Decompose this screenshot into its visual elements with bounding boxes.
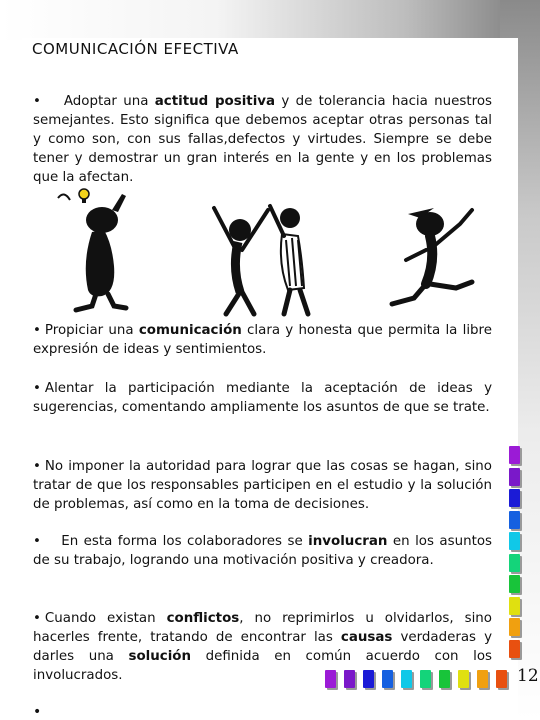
decorative-square <box>509 511 520 529</box>
decorative-square <box>363 670 374 688</box>
decorative-square <box>458 670 469 688</box>
p4-text-end: en los asuntos de su trabajo, logrando una motivación positiva y creadora. <box>33 534 492 568</box>
decorative-square <box>509 446 520 464</box>
paragraph-comunicacion <box>33 321 492 359</box>
p1-text-end: clara y honesta que permita la libre expresión de ideas y sentimientos. <box>33 323 493 357</box>
decorative-square <box>509 468 520 486</box>
page-title: COMUNICACIÓN EFECTIVA <box>32 40 239 58</box>
decorative-square <box>509 575 520 593</box>
p5-text-end: definida en común acuerdo con los involucrados. <box>33 649 493 683</box>
keyword-comunicacion: comunicación <box>138 323 242 338</box>
keyword-solucion: solución <box>128 649 192 664</box>
trailing-bullet-icon: • <box>33 704 42 720</box>
keyword-causas: causas <box>340 630 393 645</box>
decorative-square <box>420 670 431 688</box>
p5-text-mid1: , no reprimirlos u olvidarlos, sino hacerles frente, tratando de encontrar las <box>33 611 492 645</box>
p4-text-start: En esta forma los colaboradores se <box>61 534 309 549</box>
p3-text: No imponer la autoridad para lograr que las cosas se hagan, sino tratar de que los responsables participen en el estudio y la solución de problemas, así como en la toma de decisiones. <box>33 459 492 512</box>
stick-figures-illustration <box>0 188 540 318</box>
bullet-icon: • <box>33 381 41 396</box>
decorative-square <box>496 670 507 688</box>
dancing-figure-icon <box>392 208 472 304</box>
intro-text-end: y de tolerancia hacia nuestros semejantes. Esto significa que debemos aceptar otras personas tal y como son, con sus fallas,defectos y virtudes. Siempre se debe tener y demostrar un gran interés en la gente y en los problemas que la afectan. <box>33 94 492 185</box>
decorative-square <box>401 670 412 688</box>
page-number: 12 <box>517 666 539 686</box>
paragraph-autoridad <box>33 457 492 514</box>
decorative-square <box>477 670 488 688</box>
p2-text: Alentar la participación mediante la aceptación de ideas y sugerencias, comentando ampliamente los asuntos de que se trate. <box>33 381 492 415</box>
keyword-conflictos: conflictos <box>166 611 240 626</box>
decorative-square <box>509 532 520 550</box>
p5-text-start: Cuando existan <box>44 611 167 626</box>
decorative-square <box>509 618 520 636</box>
decorative-square <box>509 489 520 507</box>
decorative-square <box>382 670 393 688</box>
bullet-icon: • <box>33 534 41 549</box>
bullet-icon: • <box>33 459 41 474</box>
paragraph-participacion <box>33 379 492 417</box>
decorative-square <box>509 597 520 615</box>
p5-text-mid2: verdaderas y darles una <box>33 630 492 664</box>
high-five-figures-icon <box>214 206 308 314</box>
decorative-square <box>344 670 355 688</box>
bullet-icon: • <box>33 611 41 626</box>
intro-paragraph <box>33 92 492 187</box>
bullet-icon: • <box>33 323 41 338</box>
decorative-square <box>325 670 336 688</box>
decorative-square <box>439 670 450 688</box>
intro-text-start: Adoptar una <box>63 94 155 109</box>
figure-with-lightbulb-icon <box>58 189 126 310</box>
p1-text-start: Propiciar una <box>44 323 139 338</box>
top-gradient-band <box>0 0 540 40</box>
bullet-icon: • <box>33 94 41 109</box>
paragraph-involucran <box>33 532 492 570</box>
keyword-actitud-positiva: actitud positiva <box>154 94 276 109</box>
keyword-involucran: involucran <box>308 534 388 549</box>
decorative-square <box>509 554 520 572</box>
decorative-square <box>509 640 520 658</box>
